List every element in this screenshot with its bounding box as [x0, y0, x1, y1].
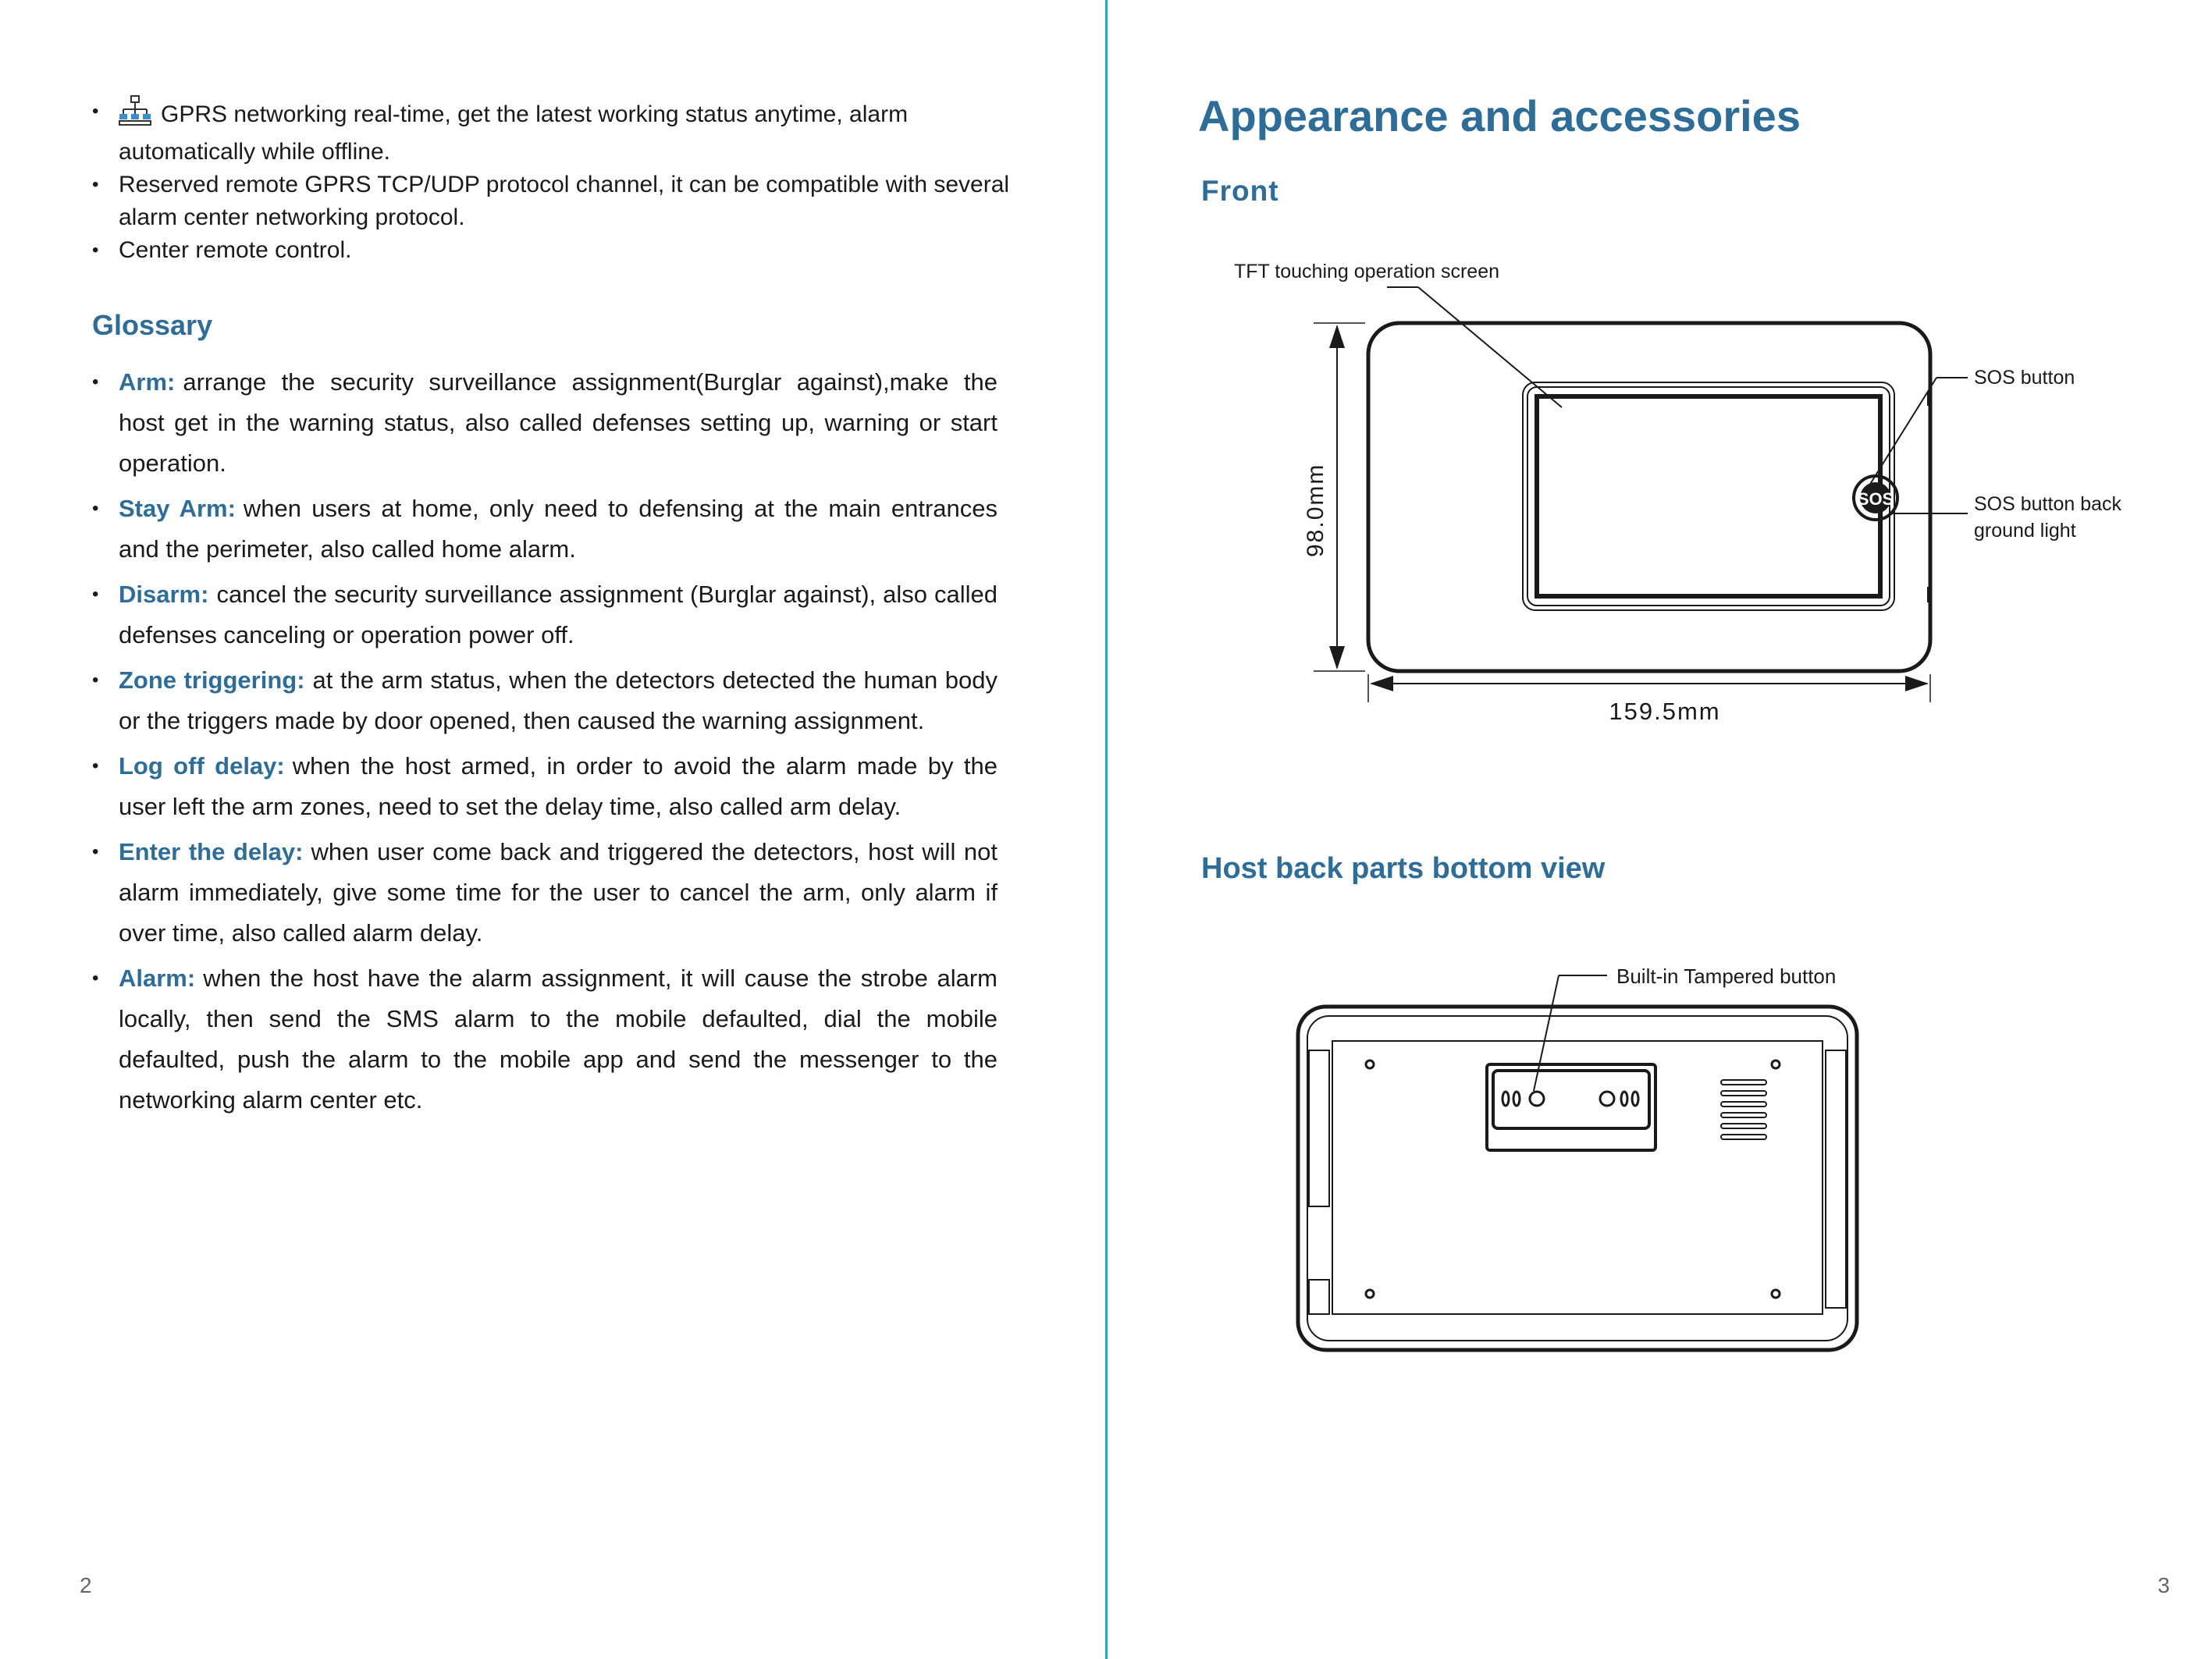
screen-frame [1527, 387, 1890, 606]
feature-item [92, 234, 1029, 267]
glossary-list [92, 362, 998, 1125]
glossary-definition: when the host have the alarm assignment, it will cause the strobe alarm locally, then send the SMS alarm to the mobile defaulted, dial the mobile defaulted, push the alarm to the mobile app and send the messenger to the networking alarm center etc. [119, 964, 998, 1114]
screw-hole [1366, 1290, 1374, 1298]
glossary-definition: cancel the security surveillance assignment (Burglar against), also called defenses canceling or operation power off. [119, 581, 998, 648]
glossary-item [92, 832, 998, 954]
glossary-definition: at the arm status, when the detectors detected the human body or the triggers made by door opened, then caused the warning assignment. [119, 666, 998, 734]
glossary-item [92, 488, 998, 570]
width-dimension-label: 159.5mm [1609, 698, 1721, 725]
sos-label: SOS [1857, 489, 1894, 509]
glossary-heading: Glossary [92, 309, 213, 341]
glossary-term: Disarm: [119, 581, 209, 608]
page-number: 3 [2157, 1573, 2170, 1597]
glossary-item [92, 746, 998, 827]
page-title: Appearance and accessories [1198, 91, 1801, 140]
glossary-term: Log off delay: [119, 752, 285, 780]
screen-label: TFT touching operation screen [1234, 261, 1500, 282]
tft-screen [1537, 396, 1880, 596]
glossary-item [92, 660, 998, 741]
left-page [0, 0, 1105, 1659]
back-body-outline [1298, 1007, 1857, 1350]
feature-text: Center remote control. [119, 237, 352, 263]
screen-bezel [1523, 382, 1894, 610]
glossary-term: Alarm: [119, 964, 196, 992]
glossary-item [92, 958, 998, 1121]
tamper-button [1530, 1092, 1544, 1106]
tamper-label: Built-in Tampered button [1616, 964, 1837, 988]
feature-item [92, 169, 1029, 234]
back-view-heading: Host back parts bottom view [1201, 852, 1606, 885]
network-icon [119, 95, 151, 136]
glossary-term: Arm: [119, 368, 176, 396]
glossary-item [92, 574, 998, 655]
glossary-term: Zone triggering: [119, 666, 305, 694]
glossary-definition: when users at home, only need to defensing at the main entrances and the perimeter, also called home alarm. [119, 495, 998, 563]
back-view-diagram [1295, 952, 1997, 1373]
sos-light-label-line1: SOS button back [1974, 493, 2122, 515]
right-page [1108, 0, 2212, 1659]
screw-hole [1366, 1060, 1374, 1068]
glossary-term: Enter the delay: [119, 838, 304, 865]
glossary-definition: when the host armed, in order to avoid the alarm made by the user left the arm zones, need to set the delay time, also called arm delay. [119, 752, 998, 820]
sos-button-label: SOS button [1974, 367, 2075, 389]
glossary-definition: arrange the security surveillance assignment(Burglar against),make the host get in the warning status, also called defenses setting up, warning or start operation. [119, 368, 998, 477]
front-view-diagram [1234, 251, 2132, 751]
glossary-item [92, 362, 998, 484]
front-heading: Front [1201, 175, 1279, 207]
glossary-definition: when user come back and triggered the detectors, host will not alarm immediately, give some time for the user to cancel the arm, only alarm if over time, also called alarm delay. [119, 838, 998, 947]
page-number: 2 [80, 1573, 92, 1597]
height-dimension-label: 98.0mm [1303, 463, 1328, 557]
feature-text: Reserved remote GPRS TCP/UDP protocol channel, it can be compatible with several alarm center networking protocol. [119, 172, 1010, 230]
feature-list [92, 95, 1029, 267]
glossary-term: Stay Arm: [119, 495, 236, 522]
sos-light-label-line2: ground light [1974, 520, 2076, 542]
device-body-outline [1368, 323, 1930, 671]
screw-hole [1772, 1290, 1780, 1298]
feature-item [92, 95, 1029, 169]
switch-panel [1487, 1064, 1655, 1150]
speaker-grill [1721, 1080, 1766, 1139]
feature-text: GPRS networking real-time, get the latest working status anytime, alarm automatically while offline. [119, 101, 909, 165]
screw-hole [1772, 1060, 1780, 1068]
